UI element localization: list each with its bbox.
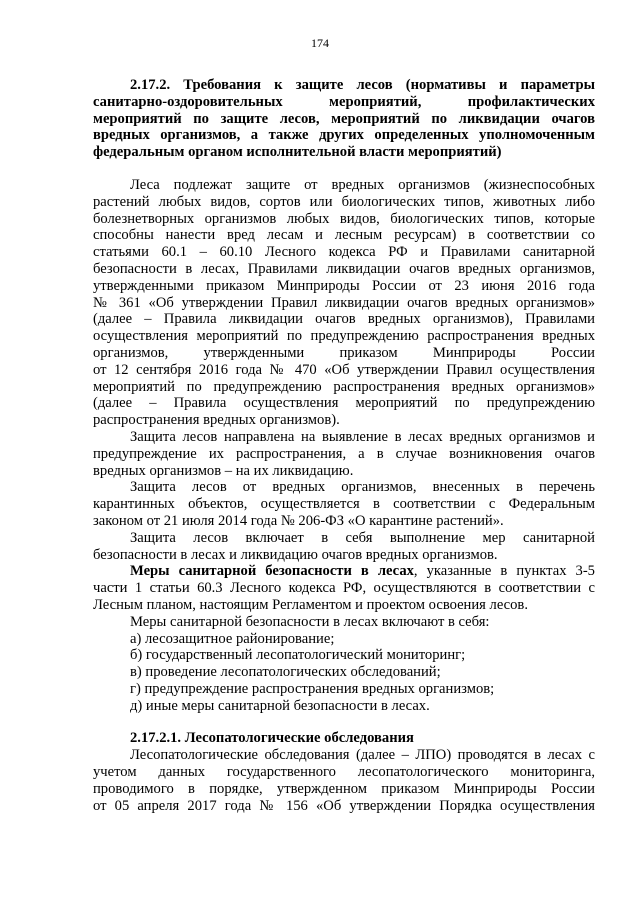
text-line: безопасности в лесах, Правилами ликвидации очагов вредных организмов,: [93, 260, 595, 277]
heading-line: 2.17.2. Требования к защите лесов (нормативы и параметры: [130, 77, 595, 93]
list-item: д) иные меры санитарной безопасности в лесах.: [130, 697, 430, 714]
text-line: Леса подлежат защите от вредных организмов (жизнеспособных: [130, 176, 595, 193]
list-item: в) проведение лесопатологических обследований;: [130, 664, 441, 681]
paragraph-5: [93, 563, 595, 613]
heading-line: мероприятий по защите лесов, мероприятий по ликвидации очагов: [93, 110, 595, 127]
section-heading: [93, 77, 595, 161]
list-item: г) предупреждение распространения вредных организмов;: [130, 680, 495, 697]
text-line: проводимого в порядке, утвержденном приказом Минприроды России: [93, 780, 595, 797]
text-line: Лесопатологические обследования (далее – ЛПО) проводятся в лесах с: [130, 747, 595, 764]
text-line: (далее – Правила осуществления мероприятий по предупреждению: [93, 395, 595, 412]
subsection-heading: 2.17.2.1. Лесопатологические обследования: [130, 730, 414, 747]
paragraph-1: [93, 177, 595, 429]
bold-phrase: Меры санитарной безопасности в лесах: [130, 563, 414, 580]
list-item: а) лесозащитное районирование;: [130, 630, 335, 647]
text-line: организмов, утвержденными приказом Минприроды России: [93, 344, 595, 361]
text-line: предупреждение их распространения, а в случае возникновения очагов: [93, 445, 595, 462]
list-item: б) государственный лесопатологический мониторинг;: [130, 647, 466, 664]
text-line: учетом данных государственного лесопатологического мониторинга,: [93, 764, 595, 781]
text-line: мероприятий по предупреждению распространения вредных организмов»: [93, 378, 595, 395]
paragraph-6: [93, 614, 595, 631]
text-line: Лесным планом, настоящим Регламентом и проектом освоения лесов.: [93, 596, 528, 613]
text-line: Меры санитарной безопасности в лесах включают в себя:: [130, 613, 490, 630]
page-number: 174: [311, 36, 329, 50]
text-line: болезнетворных организмов любых видов, биологических типов, которые: [93, 210, 595, 227]
heading-line: санитарно-оздоровительных мероприятий, профилактических: [93, 93, 595, 110]
text-line: Защита лесов включает в себя выполнение мер санитарной: [130, 529, 595, 546]
measures-list: [93, 631, 595, 715]
text-line: Защита лесов направлена на выявление в лесах вредных организмов и: [130, 428, 595, 445]
paragraph-7: [93, 747, 595, 814]
text-line: карантинных объектов, осуществляется в соответствии с Федеральным: [93, 496, 595, 513]
heading-line: вредных организмов, а также других определенных уполномоченным: [93, 127, 595, 144]
text-line: от 12 сентября 2016 года № 470 «Об утверждении Правил осуществления: [93, 361, 595, 378]
paragraph-3: [93, 479, 595, 529]
document-body: [93, 77, 595, 814]
text-line: растений любых видов, сортов или биологических типов, животных либо: [93, 193, 595, 210]
paragraph-4: [93, 530, 595, 564]
text-line: Защита лесов от вредных организмов, внесенных в перечень: [130, 479, 595, 496]
paragraph-2: [93, 429, 595, 479]
text-line: части 1 статьи 60.3 Лесного кодекса РФ, осуществляются в соответствии с: [93, 580, 595, 597]
text-line: способны нанести вред лесам и лесным ресурсам) в соответствии со: [93, 227, 595, 244]
text-line: распространения вредных организмов).: [93, 412, 340, 429]
text-line: [93, 563, 595, 580]
text-line: вредных организмов – на их ликвидацию.: [93, 462, 354, 479]
text-line: (далее – Правила ликвидации очагов вредных организмов), Правилами: [93, 311, 595, 328]
text-line: безопасности в лесах и ликвидацию очагов вредных организмов.: [93, 546, 498, 563]
text-line: от 05 апреля 2017 года № 156 «Об утверждении Порядка осуществления: [93, 797, 595, 814]
text-line: осуществления мероприятий по предупреждению распространения вредных: [93, 328, 595, 345]
text-line: № 361 «Об утверждении Правил ликвидации очагов вредных организмов»: [93, 294, 595, 311]
text-line: статьями 60.1 – 60.10 Лесного кодекса РФ и Правилами санитарной: [93, 244, 595, 261]
text-run: , указанные в пунктах 3-5: [413, 563, 595, 580]
text-line: законом от 21 июля 2014 года № 206-ФЗ «О карантине растений».: [93, 512, 504, 529]
heading-line: федеральным органом исполнительной власти мероприятий): [93, 144, 502, 161]
text-line: утвержденными приказом Минприроды России от 23 июня 2016 года: [93, 277, 595, 294]
